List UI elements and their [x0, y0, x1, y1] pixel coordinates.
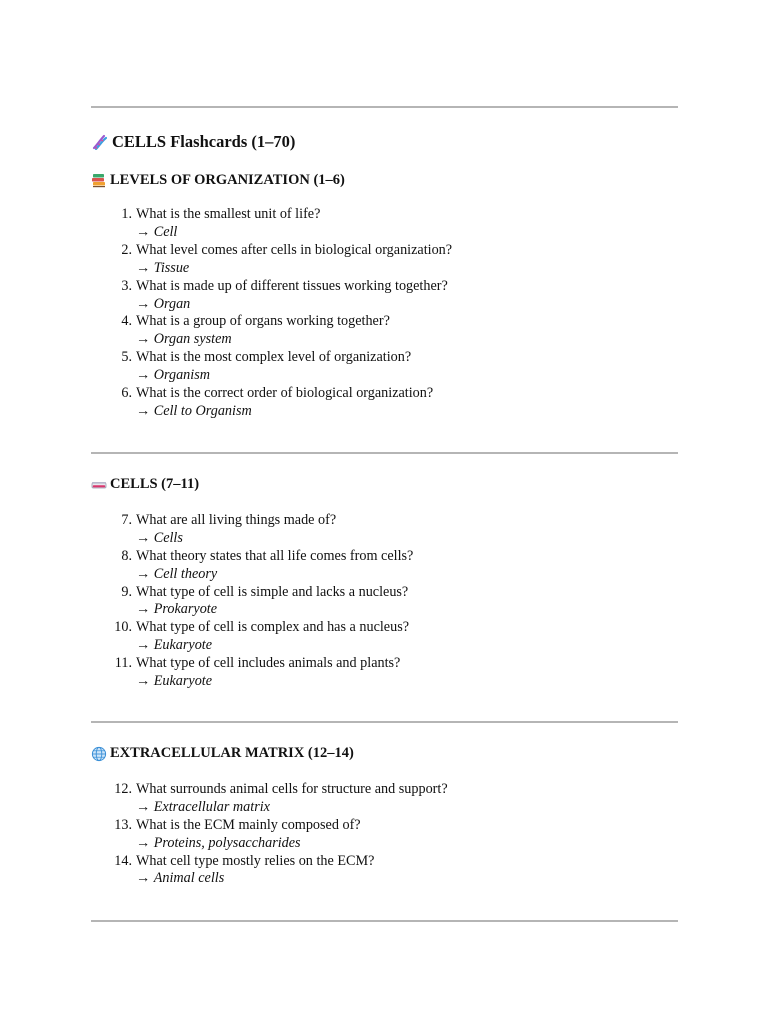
- arrow-icon: →: [136, 331, 151, 348]
- flashcard-item: [91, 242, 678, 278]
- card-answer: Cell: [153, 223, 178, 240]
- document-page: [91, 106, 678, 922]
- card-answer-line: [136, 673, 678, 691]
- arrow-icon: →: [136, 565, 151, 582]
- flashcard-item: [91, 781, 678, 817]
- section-heading-text: LEVELS OF ORGANIZATION (1–6): [110, 171, 345, 188]
- card-number: 5.: [121, 349, 132, 366]
- globe-icon: [91, 746, 107, 762]
- flashcard-item: [91, 206, 678, 242]
- section-levels-of-organization: [91, 170, 678, 421]
- petri-dish-icon: [91, 477, 107, 493]
- card-question: What is the ECM mainly composed of?: [136, 816, 361, 833]
- flashcard-item: [91, 512, 678, 548]
- card-answer: Eukaryote: [153, 637, 213, 654]
- flashcard-item: [91, 313, 678, 349]
- card-answer: Prokaryote: [153, 601, 218, 618]
- card-number: 8.: [121, 547, 132, 564]
- arrow-icon: →: [136, 673, 151, 690]
- card-number: 10.: [114, 619, 132, 636]
- card-answer: Extracellular matrix: [153, 798, 270, 815]
- card-question: What type of cell includes animals and plants?: [136, 655, 401, 672]
- flashcard-item: [91, 817, 678, 853]
- card-answer: Organism: [153, 367, 210, 384]
- flashcard-item: [91, 349, 678, 385]
- flashcard-item: [91, 385, 678, 421]
- card-answer-line: [136, 870, 678, 888]
- section-heading: [91, 475, 678, 495]
- card-question: What surrounds animal cells for structure and support?: [136, 780, 448, 797]
- divider: [91, 920, 678, 922]
- card-number: 2.: [121, 241, 132, 258]
- divider: [91, 106, 678, 108]
- flashcard-item: [91, 619, 678, 655]
- card-number: 7.: [121, 511, 132, 528]
- dna-icon: [91, 134, 107, 150]
- card-question: What is the most complex level of organization?: [136, 349, 412, 366]
- card-question: What is the correct order of biological organization?: [136, 385, 434, 402]
- card-number: 3.: [121, 277, 132, 294]
- arrow-icon: →: [136, 402, 151, 419]
- arrow-icon: →: [136, 259, 151, 276]
- card-answer: Proteins, polysaccharides: [153, 834, 301, 851]
- card-question: What theory states that all life comes from cells?: [136, 547, 414, 564]
- card-answer-line: [136, 601, 678, 619]
- flashcard-list: [91, 512, 678, 691]
- card-answer-line: [136, 799, 678, 817]
- card-answer-line: [136, 637, 678, 655]
- flashcard-item: [91, 548, 678, 584]
- card-number: 6.: [121, 385, 132, 402]
- card-number: 4.: [121, 313, 132, 330]
- document-title-text: CELLS Flashcards (1–70): [112, 132, 296, 151]
- card-number: 12.: [114, 780, 132, 797]
- section-heading: [91, 744, 678, 764]
- card-number: 11.: [114, 655, 132, 672]
- document-title: [91, 131, 678, 153]
- card-answer: Cell to Organism: [153, 402, 252, 419]
- arrow-icon: →: [136, 798, 151, 815]
- card-answer: Organ system: [153, 331, 232, 348]
- card-question: What cell type mostly relies on the ECM?: [136, 852, 375, 869]
- card-answer: Cell theory: [153, 565, 218, 582]
- card-answer-line: [136, 296, 678, 314]
- arrow-icon: →: [136, 834, 151, 851]
- flashcard-item: [91, 278, 678, 314]
- section-heading-text: CELLS (7–11): [110, 476, 200, 493]
- card-answer-line: [136, 403, 678, 421]
- arrow-icon: →: [136, 367, 151, 384]
- card-answer-line: [136, 260, 678, 278]
- arrow-icon: →: [136, 223, 151, 240]
- card-answer-line: [136, 331, 678, 349]
- section-extracellular-matrix: [91, 744, 678, 888]
- arrow-icon: →: [136, 601, 151, 618]
- card-number: 1.: [121, 206, 132, 222]
- arrow-icon: →: [136, 295, 151, 312]
- card-question: What is the smallest unit of life?: [136, 206, 321, 222]
- arrow-icon: →: [136, 529, 151, 546]
- card-question: What are all living things made of?: [136, 511, 337, 528]
- card-question: What type of cell is simple and lacks a nucleus?: [136, 583, 409, 600]
- card-answer: Animal cells: [153, 870, 225, 887]
- card-question: What is made up of different tissues working together?: [136, 277, 448, 294]
- books-icon: [91, 172, 107, 188]
- arrow-icon: →: [136, 637, 151, 654]
- flashcard-item: [91, 584, 678, 620]
- card-answer-line: [136, 367, 678, 385]
- section-heading: [91, 170, 678, 190]
- flashcard-list: [91, 781, 678, 888]
- arrow-icon: →: [136, 870, 151, 887]
- flashcard-item: [91, 655, 678, 691]
- card-number: 14.: [114, 852, 132, 869]
- divider: [91, 721, 678, 723]
- card-answer-line: [136, 566, 678, 584]
- card-number: 9.: [121, 583, 132, 600]
- card-answer-line: [136, 530, 678, 548]
- flashcard-list: [91, 206, 678, 421]
- section-heading-text: EXTRACELLULAR MATRIX (12–14): [110, 745, 354, 762]
- card-answer: Tissue: [153, 259, 190, 276]
- card-number: 13.: [114, 816, 132, 833]
- section-cells: [91, 475, 678, 691]
- card-answer: Organ: [153, 295, 191, 312]
- flashcard-item: [91, 853, 678, 889]
- card-answer-line: [136, 224, 678, 242]
- card-answer: Eukaryote: [153, 673, 213, 690]
- card-answer: Cells: [153, 529, 183, 546]
- card-question: What type of cell is complex and has a nucleus?: [136, 619, 410, 636]
- divider: [91, 452, 678, 454]
- card-question: What is a group of organs working together?: [136, 313, 390, 330]
- card-question: What level comes after cells in biological organization?: [136, 241, 453, 258]
- card-answer-line: [136, 835, 678, 853]
